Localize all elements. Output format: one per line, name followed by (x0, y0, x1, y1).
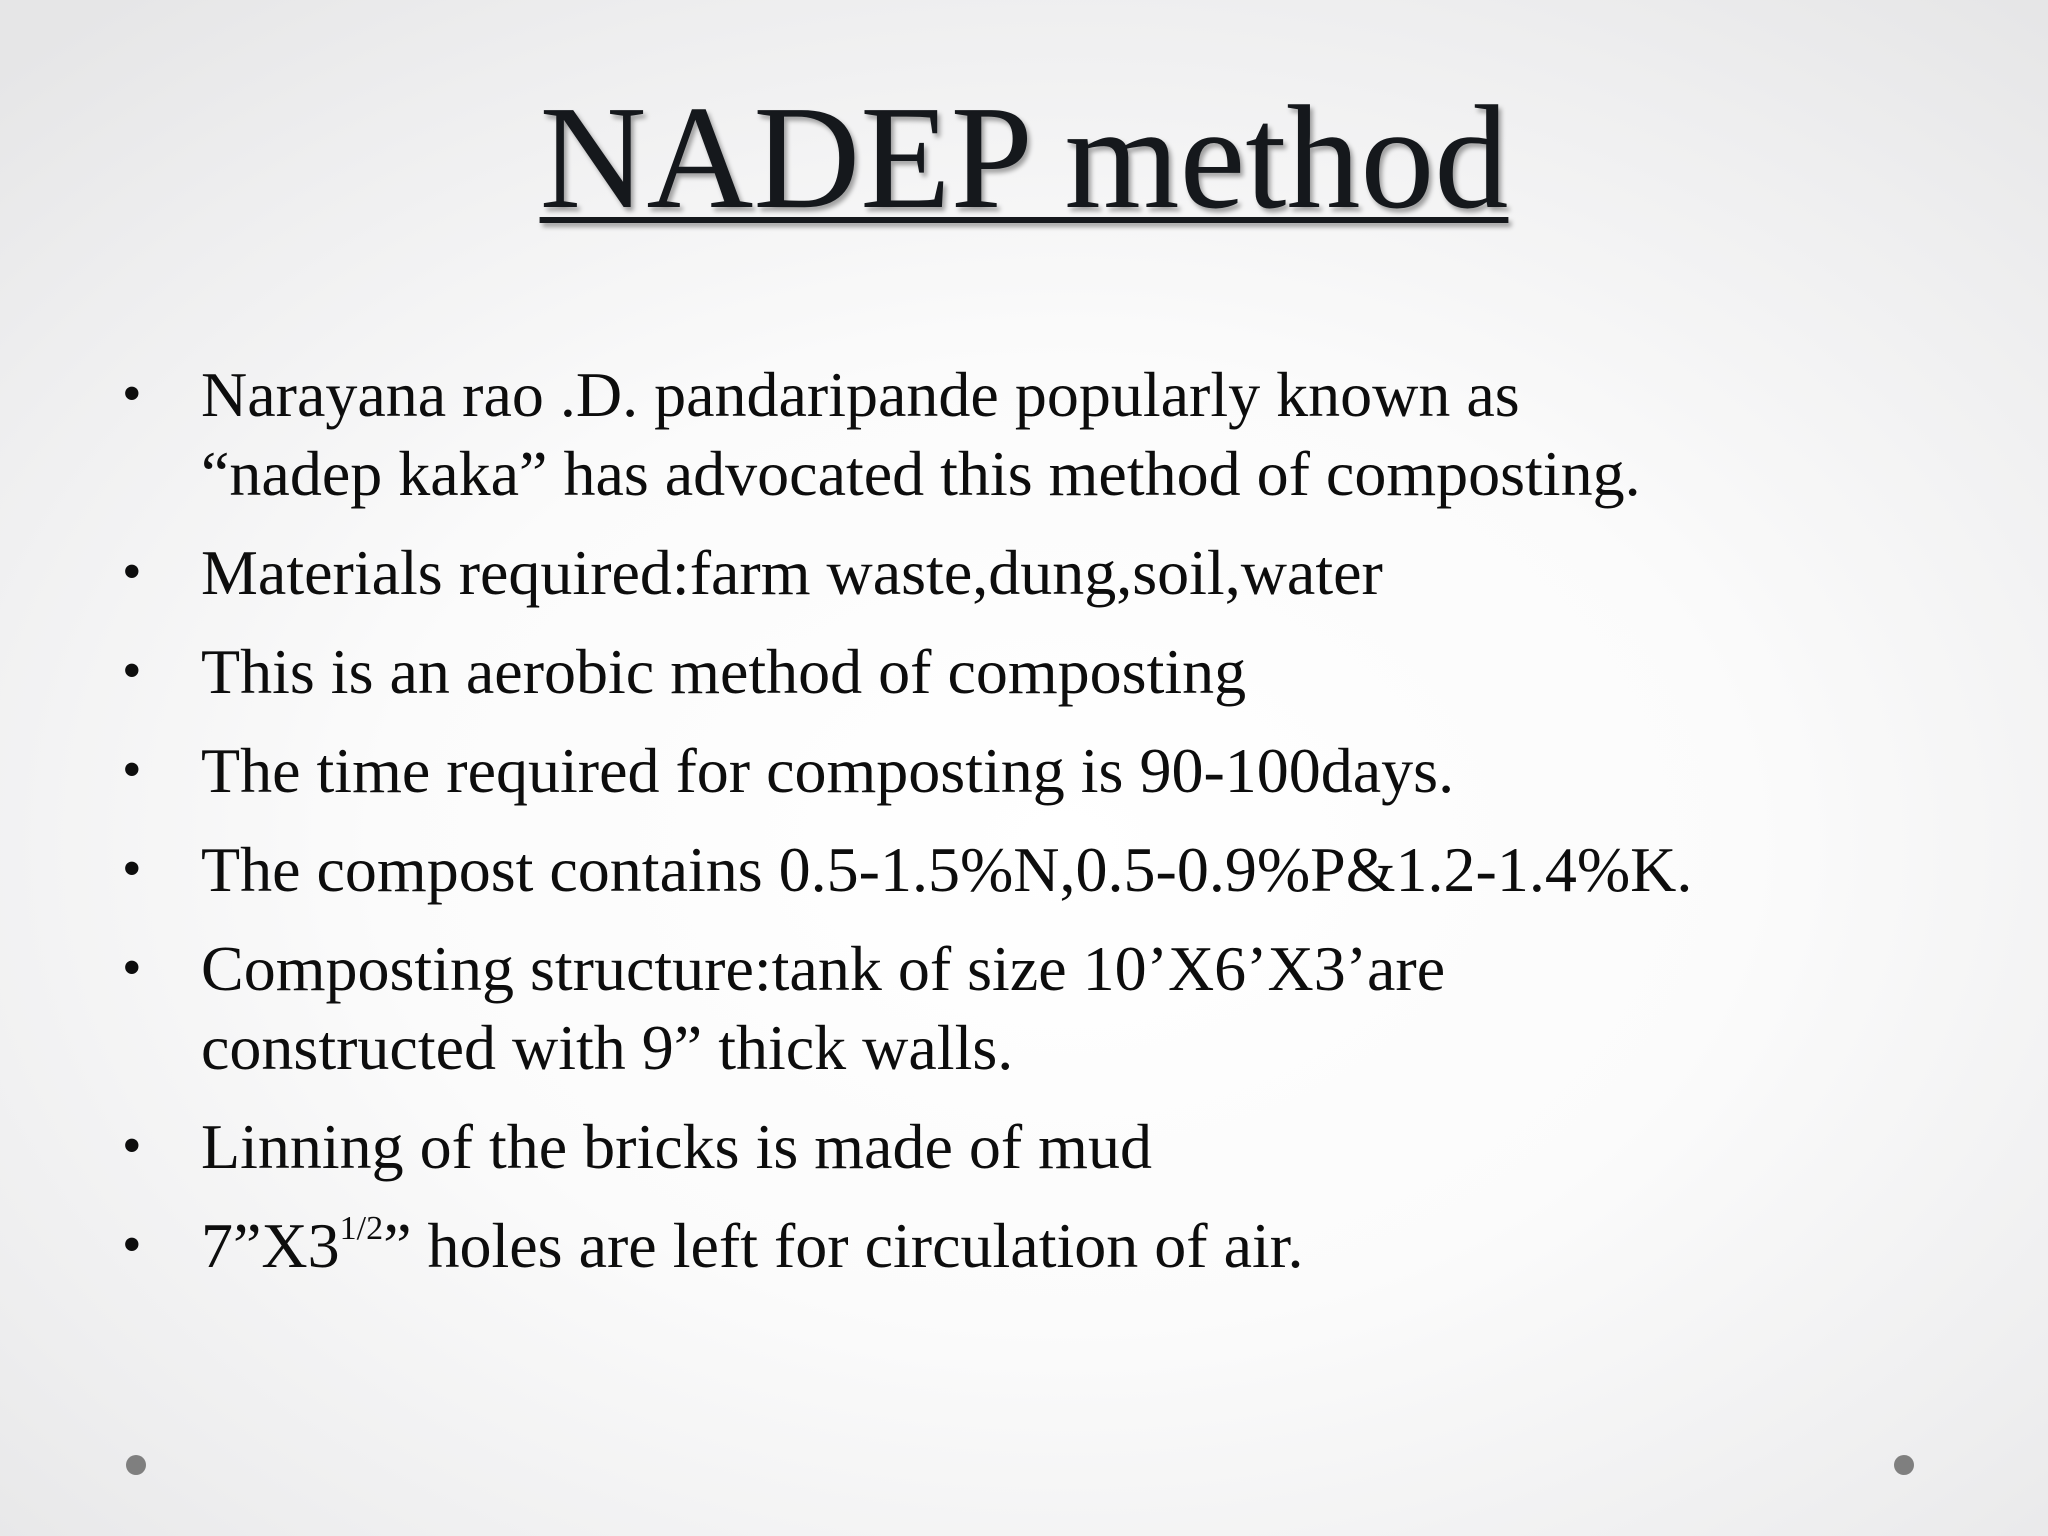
bullet-icon: • (122, 640, 142, 702)
corner-dot-right-icon (1894, 1455, 1914, 1475)
slide-title (0, 78, 2048, 238)
bullet-item (120, 533, 1990, 612)
bullet-item (120, 830, 1990, 909)
bullet-item (120, 632, 1990, 711)
bullet-text: Linning of the bricks is made of mud (201, 1111, 1152, 1182)
superscript-fraction: 1/2 (339, 1210, 384, 1247)
bullet-text (201, 1206, 1990, 1285)
bullet-icon: • (122, 838, 142, 900)
bullet-item (120, 355, 1990, 513)
corner-dot-left-icon (126, 1455, 146, 1475)
bullet-list (120, 355, 1990, 1305)
bullet-item (120, 1107, 1990, 1186)
bullet-item (120, 1206, 1990, 1285)
bullet-text: The compost contains 0.5-1.5%N,0.5-0.9%P&1.2-1.4%K. (201, 834, 1693, 905)
bullet-icon: • (122, 1214, 142, 1276)
bullet-item (120, 929, 1990, 1087)
slide-title-text: NADEP method (539, 76, 1509, 240)
bullet-text: Composting structure:tank of size 10’X6’X3’are (201, 933, 1446, 1004)
bullet-text: This is an aerobic method of composting (201, 636, 1247, 707)
bullet-icon: • (122, 541, 142, 603)
bullet-item (120, 731, 1990, 810)
bullet-text-suffix: ” holes are left for circulation of air. (383, 1210, 1304, 1281)
bullet-icon: • (122, 739, 142, 801)
bullet-text-prefix: 7”X3 (201, 1210, 340, 1281)
bullet-icon: • (122, 1115, 142, 1177)
bullet-text: The time required for composting is 90-100days. (201, 735, 1455, 806)
bullet-text: Materials required:farm waste,dung,soil,water (201, 537, 1383, 608)
bullet-text-continued: constructed with 9” thick walls. (201, 1012, 1014, 1083)
bullet-icon: • (122, 363, 142, 425)
bullet-icon: • (122, 937, 142, 999)
bullet-text-continued: “nadep kaka” has advocated this method of composting. (201, 438, 1641, 509)
bullet-text: Narayana rao .D. pandaripande popularly known as (201, 359, 1520, 430)
